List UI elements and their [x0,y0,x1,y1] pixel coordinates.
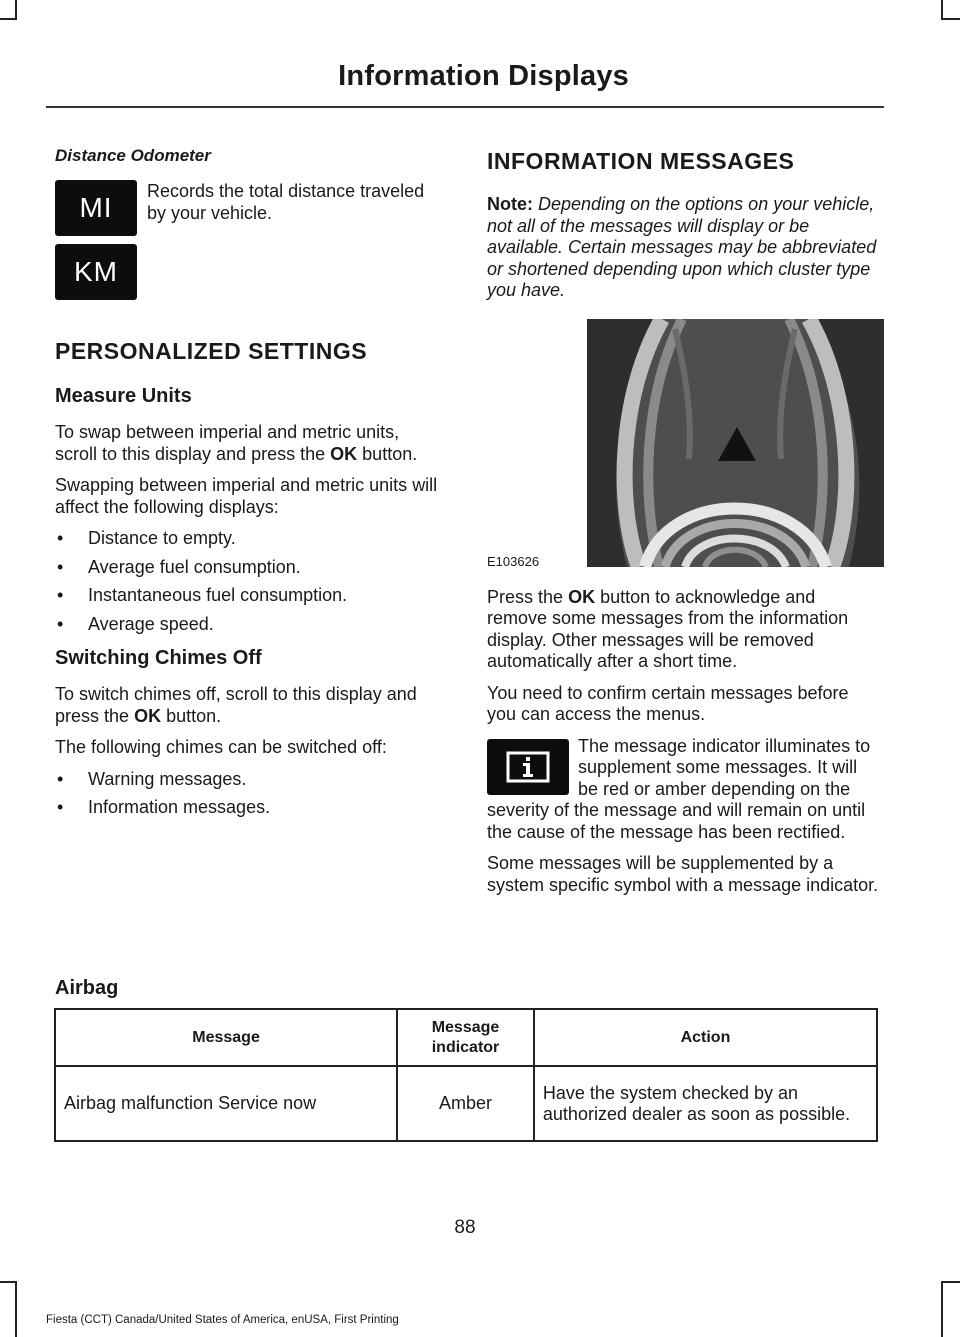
measure-units-heading: Measure Units [55,385,192,407]
list-item: • Distance to empty. [55,528,445,550]
crop-mark [941,1281,960,1283]
text-span: Press the [487,586,564,607]
table-row [55,1066,877,1141]
odometer-heading: Distance Odometer [55,146,211,165]
measure-units-list [55,528,445,635]
mi-badge-icon: MI [55,180,137,236]
column-header-message: Message [55,1009,397,1066]
text-span: To swap between imperial and metric units, scroll to this display and press the [55,422,400,464]
text-span: To switch chimes off, scroll to this display and press the [55,684,417,726]
crop-mark [941,0,943,20]
personalized-settings-heading: PERSONALIZED SETTINGS [55,338,368,364]
note-paragraph [487,194,880,302]
airbag-messages-table [54,1008,878,1142]
crop-mark [941,1281,943,1337]
text-span: button to acknowledge and remove some messages from the information display. Other messages will be removed automatically after a short time. [487,586,849,671]
chimes-paragraph [55,684,445,727]
ok-button-label: OK [568,586,596,607]
right-column [487,146,880,896]
crop-mark [0,18,17,20]
measure-units-paragraph [55,422,445,465]
list-item: • Information messages. [55,797,445,819]
crop-mark [0,1281,17,1283]
odometer-section [55,146,445,306]
crop-mark [941,18,960,20]
chimes-list-intro: The following chimes can be switched off: [55,737,387,757]
airbag-heading: Airbag [55,977,119,999]
text-span: button. [166,705,222,726]
table-header-row [55,1009,877,1066]
km-badge-icon: KM [55,244,137,300]
figure-code: E103626 [487,553,540,569]
table-cell-indicator: Amber [397,1066,534,1141]
list-item: • Instantaneous fuel consumption. [55,585,445,607]
left-column [55,146,445,826]
ok-acknowledge-paragraph [487,587,880,673]
system-symbol-paragraph: Some messages will be supplemented by a system specific symbol with a message indicator. [487,853,879,895]
page-number: 88 [454,1217,476,1238]
switching-chimes-heading: Switching Chimes Off [55,647,262,669]
column-header-action: Action [534,1009,877,1066]
text-span: button. [362,443,418,464]
ok-button-label: OK [330,443,358,464]
information-messages-heading: INFORMATION MESSAGES [487,148,795,174]
message-indicator-icon [487,739,569,795]
chimes-list [55,769,445,819]
crop-mark [15,0,17,20]
cluster-display-illustration [587,319,884,567]
note-text: Depending on the options on your vehicle, not all of the messages will display or be available. Certain messages may be abbreviated or shortened depending upon which cluster type you have. [487,194,877,300]
table-cell-message: Airbag malfunction Service now [55,1066,397,1141]
list-item: • Average fuel consumption. [55,557,445,579]
cluster-figure [487,319,880,569]
list-item: • Average speed. [55,614,445,636]
list-item: • Warning messages. [55,769,445,791]
odometer-description: Records the total distance traveled by your vehicle. [147,181,425,223]
header-rule [46,106,884,108]
table-cell-action: Have the system checked by an authorized dealer as soon as possible. [534,1066,877,1141]
crop-mark [15,1281,17,1337]
page-footer: Fiesta (CCT) Canada/United States of America, enUSA, First Printing [46,1314,399,1326]
measure-units-effects: Swapping between imperial and metric units will affect the following displays: [55,475,438,517]
page-header-title: Information Displays [338,60,629,92]
message-indicator-paragraph: The message indicator illuminates to supplement some messages. It will be red or amber depending on the severity of the message and will remain on until the cause of the message has been rectified. [487,735,871,842]
confirm-messages-paragraph: You need to confirm certain messages before you can access the menus. [487,682,849,724]
column-header-indicator: Message indicator [397,1009,534,1066]
ok-button-label: OK [134,705,162,726]
note-label: Note: [487,194,533,214]
cluster-photo [587,319,884,567]
message-indicator-block [487,736,880,844]
